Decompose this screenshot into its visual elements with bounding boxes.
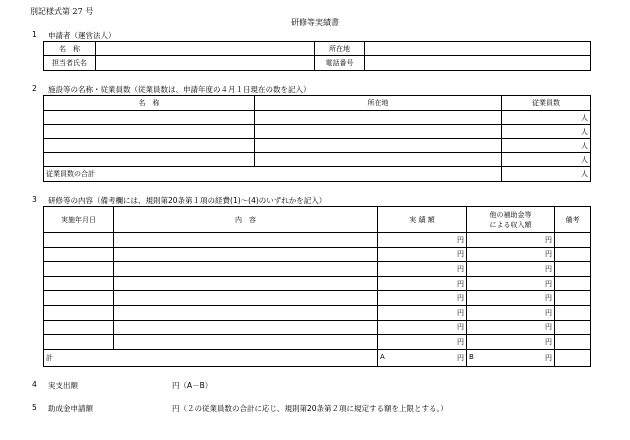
content-field[interactable] xyxy=(114,262,378,277)
notes-field[interactable] xyxy=(555,335,591,350)
facility-address-field[interactable] xyxy=(255,153,502,167)
content-field[interactable] xyxy=(114,291,378,306)
notes-field[interactable] xyxy=(555,262,591,277)
contact-person-field[interactable] xyxy=(96,56,315,71)
actual-expenditure-value[interactable]: 円（A－B） xyxy=(172,381,213,390)
other-income-field[interactable]: 円 xyxy=(467,320,555,335)
employees-total-label: 従業員数の合計 xyxy=(44,167,502,182)
content-field[interactable] xyxy=(114,247,378,262)
facility-row xyxy=(44,111,591,125)
phone-field[interactable] xyxy=(365,56,591,71)
training-row xyxy=(44,262,591,277)
document-title: 研修等実績書 xyxy=(291,18,339,27)
employees-unit[interactable]: 人 xyxy=(502,111,591,125)
total-a-field[interactable] xyxy=(378,349,467,366)
facility-name-field[interactable] xyxy=(44,111,255,125)
total-label: 計 xyxy=(44,349,378,366)
other-income-field[interactable]: 円 xyxy=(467,335,555,350)
content-field[interactable] xyxy=(114,233,378,248)
facility-row xyxy=(44,125,591,139)
employees-unit[interactable]: 人 xyxy=(502,139,591,153)
other-income-header-line2: による収入額 xyxy=(489,220,532,229)
training-row xyxy=(44,305,591,320)
name-label: 名 称 xyxy=(44,42,96,56)
other-income-header-line1: 他の補助金等 xyxy=(489,210,532,219)
facility-table xyxy=(43,95,591,182)
facility-address-header: 所在地 xyxy=(255,96,502,111)
notes-field[interactable] xyxy=(555,305,591,320)
date-header: 実施年月日 xyxy=(44,207,114,233)
section3-title: 研修等の内容（備考欄には、規則第20条第１項の経費(1)～(4)のいずれかを記入） xyxy=(48,196,327,205)
training-table xyxy=(43,206,591,367)
facility-address-field[interactable] xyxy=(255,111,502,125)
grant-request-label: 助成金申請額 xyxy=(48,404,93,413)
facility-name-field[interactable] xyxy=(44,139,255,153)
total-a-label: A xyxy=(380,352,385,361)
content-field[interactable] xyxy=(114,305,378,320)
date-field[interactable] xyxy=(44,335,114,350)
other-income-field[interactable]: 円 xyxy=(467,262,555,277)
section2-number: 2 xyxy=(32,84,37,93)
employees-unit[interactable]: 人 xyxy=(502,153,591,167)
other-income-field[interactable]: 円 xyxy=(467,305,555,320)
other-income-header xyxy=(467,207,555,233)
amount-field[interactable]: 円 xyxy=(378,291,467,306)
amount-field[interactable]: 円 xyxy=(378,247,467,262)
grant-request-value[interactable]: 円（２の従業員数の合計に応じ、規則第20条第２項に規定する額を上限とする。） xyxy=(172,404,448,413)
section2-title: 施設等の名称・従業員数（従業員数は、申請年度の４月１日現在の数を記入） xyxy=(48,85,311,94)
training-row xyxy=(44,276,591,291)
content-header: 内 容 xyxy=(114,207,378,233)
content-field[interactable] xyxy=(114,335,378,350)
amount-field[interactable]: 円 xyxy=(378,320,467,335)
date-field[interactable] xyxy=(44,247,114,262)
applicant-table xyxy=(43,41,591,71)
amount-field[interactable]: 円 xyxy=(378,305,467,320)
date-field[interactable] xyxy=(44,305,114,320)
total-a-unit: 円 xyxy=(457,353,464,362)
amount-field[interactable]: 円 xyxy=(378,233,467,248)
section1-title: 申請者（運営法人） xyxy=(48,31,116,40)
content-field[interactable] xyxy=(114,276,378,291)
notes-field[interactable] xyxy=(555,276,591,291)
actual-expenditure-label: 実支出額 xyxy=(48,381,78,390)
training-row xyxy=(44,233,591,248)
content-field[interactable] xyxy=(114,320,378,335)
facility-name-field[interactable] xyxy=(44,153,255,167)
section3-number: 3 xyxy=(32,195,37,204)
address-field[interactable] xyxy=(365,42,591,56)
employees-header: 従業員数 xyxy=(502,96,591,111)
contact-person-label: 担当者氏名 xyxy=(44,56,96,71)
phone-label: 電話番号 xyxy=(315,56,365,71)
notes-header: 備考 xyxy=(555,207,591,233)
form-number: 別記様式第 27 号 xyxy=(30,7,94,16)
other-income-field[interactable]: 円 xyxy=(467,247,555,262)
section5-number: 5 xyxy=(32,403,37,412)
facility-name-header: 名 称 xyxy=(44,96,255,111)
facility-row xyxy=(44,153,591,167)
facility-address-field[interactable] xyxy=(255,125,502,139)
training-row xyxy=(44,335,591,350)
facility-name-field[interactable] xyxy=(44,125,255,139)
date-field[interactable] xyxy=(44,276,114,291)
date-field[interactable] xyxy=(44,233,114,248)
notes-field[interactable] xyxy=(555,291,591,306)
facility-row xyxy=(44,139,591,153)
section1-number: 1 xyxy=(32,30,37,39)
total-notes-field[interactable] xyxy=(555,349,591,366)
total-b-field[interactable] xyxy=(467,349,555,366)
other-income-field[interactable]: 円 xyxy=(467,233,555,248)
name-field[interactable] xyxy=(96,42,315,56)
total-b-label: B xyxy=(469,352,474,361)
total-b-unit: 円 xyxy=(545,353,552,362)
notes-field[interactable] xyxy=(555,233,591,248)
address-label: 所在地 xyxy=(315,42,365,56)
date-field[interactable] xyxy=(44,291,114,306)
amount-field[interactable]: 円 xyxy=(378,262,467,277)
other-income-field[interactable]: 円 xyxy=(467,276,555,291)
employees-unit[interactable]: 人 xyxy=(502,125,591,139)
facility-address-field[interactable] xyxy=(255,139,502,153)
training-row xyxy=(44,291,591,306)
date-field[interactable] xyxy=(44,262,114,277)
amount-header: 実 績 額 xyxy=(378,207,467,233)
training-row xyxy=(44,320,591,335)
amount-field[interactable]: 円 xyxy=(378,276,467,291)
notes-field[interactable] xyxy=(555,320,591,335)
notes-field[interactable] xyxy=(555,247,591,262)
amount-field[interactable]: 円 xyxy=(378,335,467,350)
date-field[interactable] xyxy=(44,320,114,335)
training-row xyxy=(44,247,591,262)
section4-number: 4 xyxy=(32,380,37,389)
other-income-field[interactable]: 円 xyxy=(467,291,555,306)
employees-total-unit[interactable]: 人 xyxy=(502,167,591,182)
